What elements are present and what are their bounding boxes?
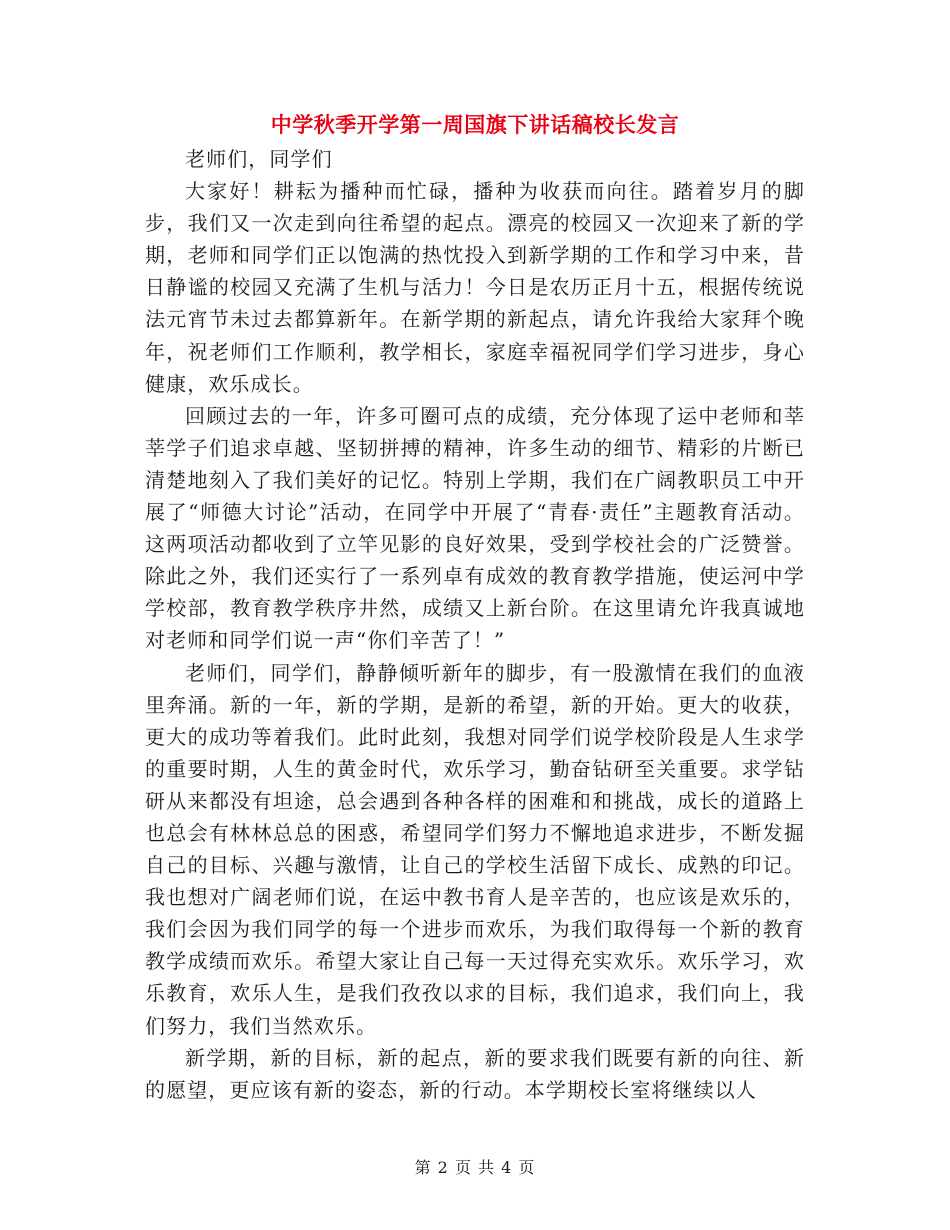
- page-number-footer: 第 2 页 共 4 页: [414, 1158, 536, 1177]
- document-body: [145, 143, 805, 1106]
- document-title: 中学秋季开学第一周国旗下讲话稿校长发言: [270, 112, 680, 137]
- paragraph-4: 新学期，新的目标，新的起点，新的要求我们既要有新的向往、新的愿望，更应该有新的姿态，新的行动。本学期校长室将继续以人: [145, 1045, 805, 1102]
- paragraph-2: 回顾过去的一年，许多可圈可点的成绩，充分体现了运中老师和莘莘学子们追求卓越、坚韧拼搏的精神，许多生动的细节、精彩的片断已清楚地刻入了我们美好的记忆。特别上学期，我们在广阔教职员工中开展了“师德大讨论”活动，在同学中开展了“青春·责任”主题教育活动。这两项活动都收到了立竿见影的良好效果，受到学校社会的广泛赞誉。除此之外，我们还实行了一系列卓有成效的教育教学措施，使运河中学学校部，教育教学秩序井然，成绩又上新台阶。在这里请允许我真诚地对老师和同学们说一声“你们辛苦了！”: [145, 403, 805, 653]
- paragraph-3: 老师们，同学们，静静倾听新年的脚步，有一股激情在我们的血液里奔涌。新的一年，新的学期，是新的希望，新的开始。更大的收获，更大的成功等着我们。此时此刻，我想对同学们说学校阶段是人生求学的重要时期，人生的黄金时代，欢乐学习，勤奋钻研至关重要。求学钻研从来都没有坦途，总会遇到各种各样的困难和和挑战，成长的道路上也总会有林林总总的困惑，希望同学们努力不懈地追求进步，不断发掘自己的目标、兴趣与激情，让自己的学校生活留下成长、成熟的印记。我也想对广阔老师们说，在运中教书育人是辛苦的，也应该是欢乐的，我们会因为我们同学的每一个进步而欢乐，为我们取得每一个新的教育教学成绩而欢乐。希望大家让自己每一天过得充实欢乐。欢乐学习，欢乐教育，欢乐人生，是我们孜孜以求的目标，我们追求，我们向上，我们努力，我们当然欢乐。: [145, 660, 805, 1038]
- paragraph-1: 大家好！耕耘为播种而忙碌，播种为收获而向往。踏着岁月的脚步，我们又一次走到向往希望的起点。漂亮的校园又一次迎来了新的学期，老师和同学们正以饱满的热忱投入到新学期的工作和学习中来，昔日静谧的校园又充满了生机与活力！今日是农历正月十五，根据传统说法元宵节未过去都算新年。在新学期的新起点，请允许我给大家拜个晚年，祝老师们工作顺利，教学相长，家庭幸福祝同学们学习进步，身心健康，欢乐成长。: [145, 179, 805, 396]
- salutation: 老师们，同学们: [185, 147, 333, 171]
